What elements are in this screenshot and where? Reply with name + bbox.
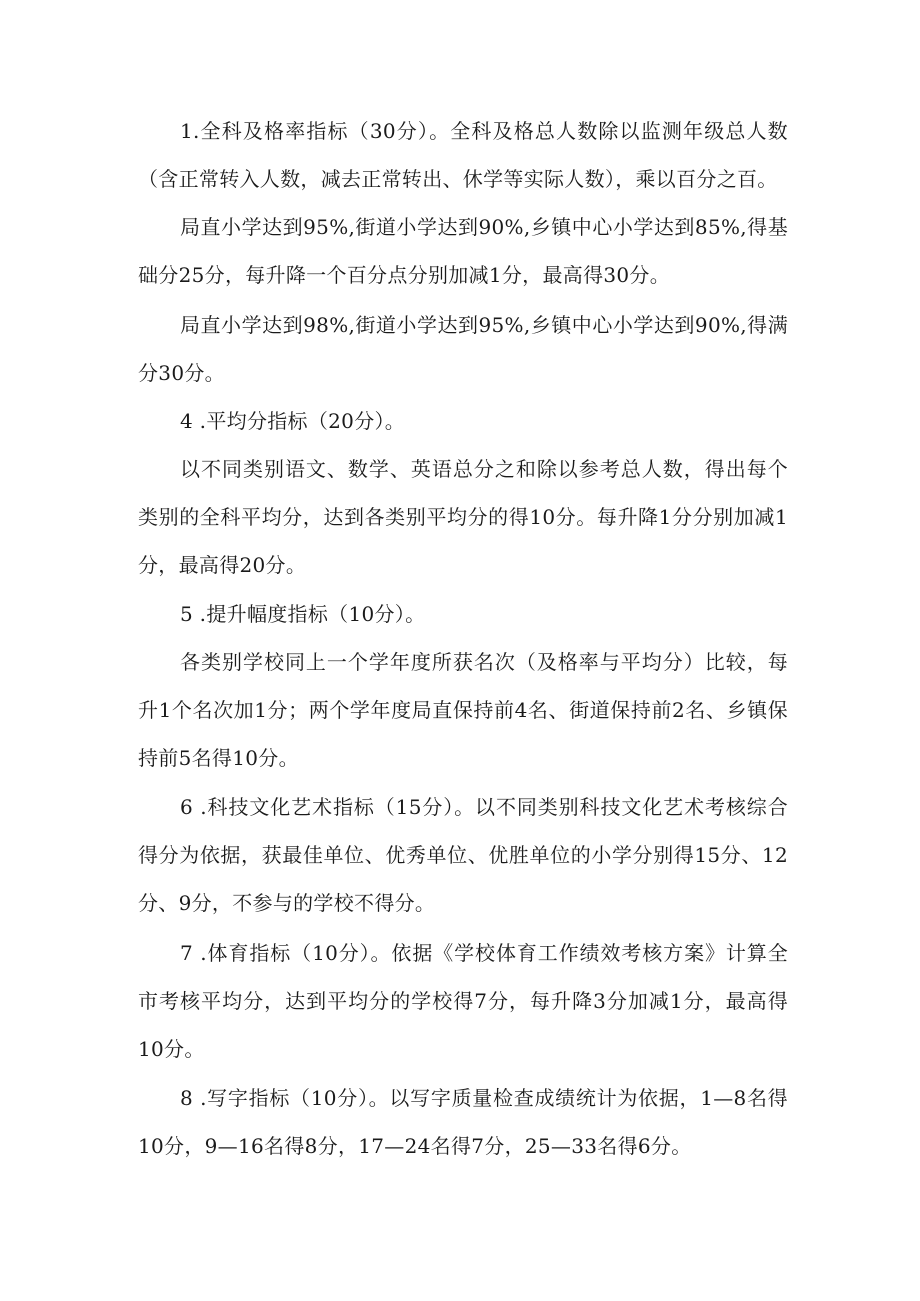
paragraph-sports: 7 .体育指标（10分）。依据《学校体育工作绩效考核方案》计算全市考核平均分，达到平均分的学校得7分，每升降3分加减1分，最高得10分。	[138, 941, 788, 1061]
paragraph-improvement: 各类别学校同上一个学年度所获名次（及格率与平均分）比较，每升1个名次加1分；两个学年度局直保持前4名、街道保持前2名、乡镇保持前5名得10分。	[138, 650, 788, 770]
paragraph-pass-rate: 1.全科及格率指标（30分）。全科及格总人数除以监测年级总人数（含正常转入人数，减去正常转出、休学等实际人数），乘以百分之百。	[138, 119, 788, 191]
paragraph-base-score: 局直小学达到95%,街道小学达到90%,乡镇中心小学达到85%,得基础分25分，每升降一个百分点分别加减1分，最高得30分。	[138, 215, 788, 287]
paragraph-full-score: 局直小学达到98%,街道小学达到95%,乡镇中心小学达到90%,得满分30分。	[138, 313, 788, 385]
paragraph-handwriting: 8 .写字指标（10分）。以写字质量检查成绩统计为依据，1—8名得10分，9—16名得8分，17—24名得7分，25—33名得6分。	[138, 1086, 788, 1158]
heading-average-score: 4 .平均分指标（20分）。	[180, 409, 406, 433]
paragraph-science-arts: 6 .科技文化艺术指标（15分）。以不同类别科技文化艺术考核综合得分为依据，获最佳单位、优秀单位、优胜单位的小学分别得15分、12分、9分，不参与的学校不得分。	[138, 795, 788, 915]
paragraph-average-score: 以不同类别语文、数学、英语总分之和除以参考总人数，得出每个类别的全科平均分，达到各类别平均分的得10分。每升降1分分别加减1分，最高得20分。	[138, 457, 788, 577]
heading-improvement: 5 .提升幅度指标（10分）。	[180, 602, 426, 626]
